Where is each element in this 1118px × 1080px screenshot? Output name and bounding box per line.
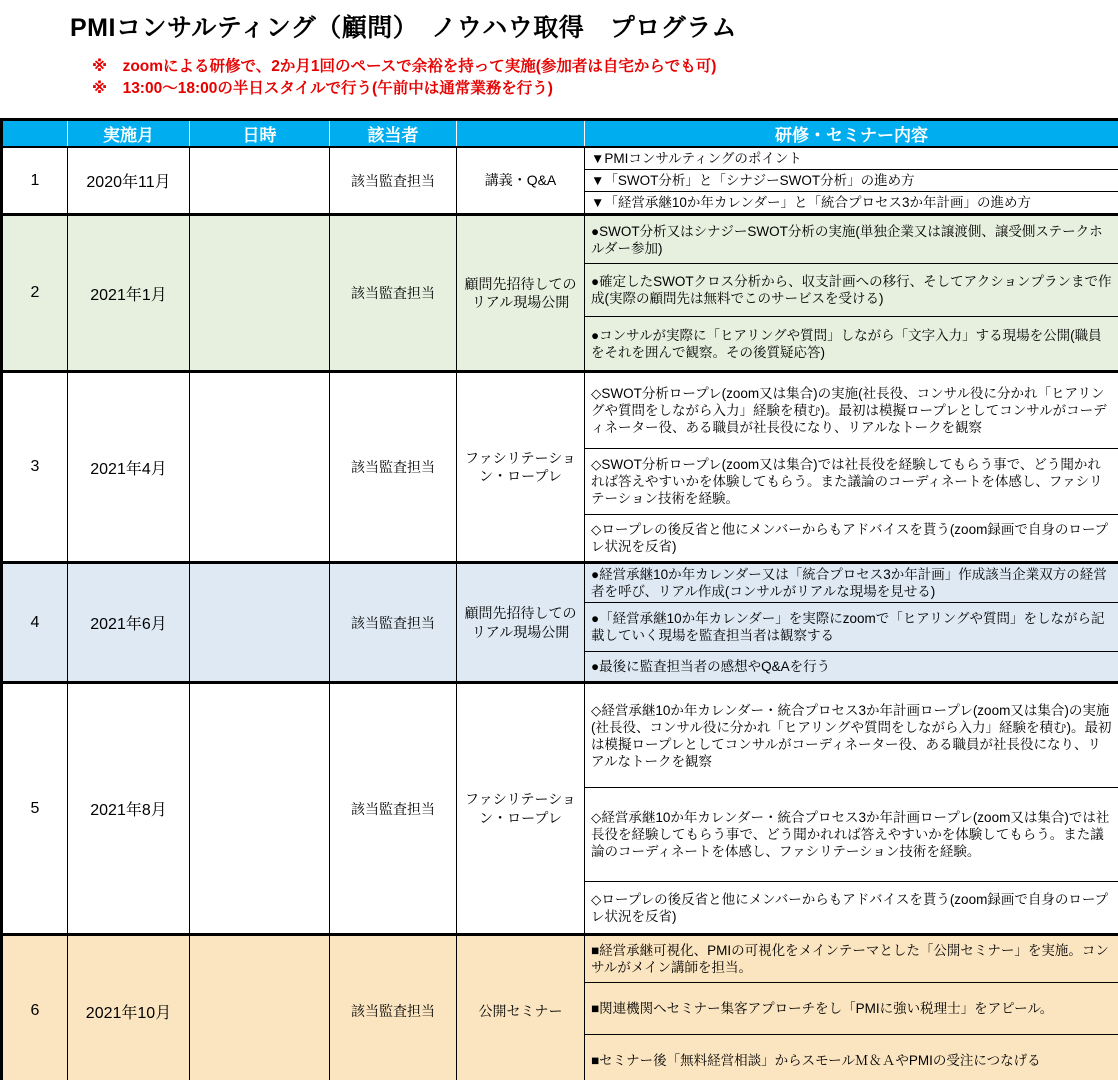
month-cell: 2021年8月: [68, 683, 190, 935]
content-cell: ●最後に監査担当者の感想やQ&Aを行う: [585, 652, 1118, 683]
column-header-person: 該当者: [330, 120, 457, 148]
person-cell: 該当監査担当: [330, 563, 457, 683]
program-table: [0, 118, 1118, 1080]
table-row-group: [2, 683, 1118, 935]
datetime-cell: [190, 372, 330, 563]
person-cell: 該当監査担当: [330, 935, 457, 1080]
content-cell: ▼「経営承継10か年カレンダー」と「統合プロセス3か年計画」の進め方: [585, 192, 1118, 215]
row-number-cell: 3: [2, 372, 68, 563]
row-number-cell: 1: [2, 147, 68, 215]
format-cell: 顧問先招待してのリアル現場公開: [457, 215, 585, 372]
datetime-cell: [190, 935, 330, 1080]
content-cell: ■セミナー後「無料経営相談」からスモールＭ＆ＡやPMIの受注につなげる: [585, 1035, 1118, 1080]
column-header-month: 実施月: [68, 120, 190, 148]
notes: [92, 56, 716, 100]
table-row-group: [2, 935, 1118, 1080]
format-cell: 顧問先招待してのリアル現場公開: [457, 563, 585, 683]
table-row-group: [2, 563, 1118, 683]
column-header-datetime: 日時: [190, 120, 330, 148]
datetime-cell: [190, 563, 330, 683]
format-cell: 公開セミナー: [457, 935, 585, 1080]
format-cell: ファシリテーション・ロープレ: [457, 683, 585, 935]
person-cell: 該当監査担当: [330, 683, 457, 935]
column-header-index: [2, 120, 68, 148]
month-cell: 2021年10月: [68, 935, 190, 1080]
person-cell: 該当監査担当: [330, 215, 457, 372]
person-cell: 該当監査担当: [330, 147, 457, 215]
row-number-cell: 2: [2, 215, 68, 372]
content-cell: ●確定したSWOTクロス分析から、収支計画への移行、そしてアクションプランまで作成(実際の顧問先は無料でこのサービスを受ける): [585, 264, 1118, 317]
row-number-cell: 4: [2, 563, 68, 683]
table-row-group: [2, 147, 1118, 215]
datetime-cell: [190, 147, 330, 215]
content-cell: ◇ロープレの後反省と他にメンバーからもアドバイスを貰う(zoom録画で自身のロープレ状況を反省): [585, 882, 1118, 935]
content-cell: ●「経営承継10か年カレンダー」を実際にzoomで「ヒアリングや質問」をしながら記載していく現場を監査担当者は観察する: [585, 603, 1118, 652]
person-cell: 該当監査担当: [330, 372, 457, 563]
row-number-cell: 5: [2, 683, 68, 935]
month-cell: 2021年6月: [68, 563, 190, 683]
content-cell: ◇ロープレの後反省と他にメンバーからもアドバイスを貰う(zoom録画で自身のロープレ状況を反省): [585, 515, 1118, 563]
month-cell: 2020年11月: [68, 147, 190, 215]
table-header: [2, 120, 1118, 148]
table-row-group: [2, 372, 1118, 563]
column-header-content: 研修・セミナー内容: [585, 120, 1118, 148]
column-header-format: [457, 120, 585, 148]
datetime-cell: [190, 215, 330, 372]
format-cell: 講義・Q&A: [457, 147, 585, 215]
content-cell: ◇経営承継10か年カレンダー・統合プロセス3か年計画ロープレ(zoom又は集合)では社長役を経験してもらう事で、どう聞かれれば答えやすいかを体験してもらう。また議論のコーディネートを体感し、ファシリテーション技術を経験。: [585, 788, 1118, 882]
datetime-cell: [190, 683, 330, 935]
note-line: ※ zoomによる研修で、2か月1回のペースで余裕を持って実施(参加者は自宅からでも可): [92, 58, 717, 75]
content-cell: ■関連機関へセミナー集客アプローチをし「PMIに強い税理士」をアピール。: [585, 983, 1118, 1035]
content-cell: ●コンサルが実際に「ヒアリングや質問」しながら「文字入力」する現場を公開(職員をそれを囲んで観察。その後質疑応答): [585, 317, 1118, 372]
page-title: PMIコンサルティング（顧問） ノウハウ取得 プログラム: [70, 14, 737, 42]
content-cell: ◇SWOT分析ロープレ(zoom又は集合)の実施(社長役、コンサル役に分かれ「ヒアリングや質問をしながら入力」経験を積む)。最初は模擬ロープレとしてコンサルがコーディネーター役、ある職員が社長役になり、リアルなトークを観察: [585, 372, 1118, 449]
content-cell: ●経営承継10か年カレンダー又は「統合プロセス3か年計画」作成該当企業双方の経営者を呼び、リアル作成(コンサルがリアルな現場を見せる): [585, 563, 1118, 603]
note-line: ※ 13:00～18:00の半日スタイルで行う(午前中は通常業務を行う): [92, 80, 553, 97]
table-row-group: [2, 215, 1118, 372]
content-cell: ▼PMIコンサルティングのポイント: [585, 147, 1118, 170]
content-cell: ■経営承継可視化、PMIの可視化をメインテーマとした「公開セミナー」を実施。コンサルがメイン講師を担当。: [585, 935, 1118, 983]
content-cell: ◇SWOT分析ロープレ(zoom又は集合)では社長役を経験してもらう事で、どう聞かれれば答えやすいかを体験してもらう。また議論のコーディネートを体感し、ファシリテーション技術を経験。: [585, 449, 1118, 515]
content-cell: ▼「SWOT分析」と「シナジーSWOT分析」の進め方: [585, 170, 1118, 192]
month-cell: 2021年1月: [68, 215, 190, 372]
row-number-cell: 6: [2, 935, 68, 1080]
month-cell: 2021年4月: [68, 372, 190, 563]
format-cell: ファシリテーション・ロープレ: [457, 372, 585, 563]
content-cell: ◇経営承継10か年カレンダー・統合プロセス3か年計画ロープレ(zoom又は集合)の実施(社長役、コンサル役に分かれ「ヒアリングや質問をしながら入力」経験を積む)。最初は模擬ロープレとしてコンサルがコーディネーター役、ある職員が社長役になり、リアルなトークを観察: [585, 683, 1118, 788]
content-cell: ●SWOT分析又はシナジーSWOT分析の実施(単独企業又は譲渡側、譲受側ステークホルダー参加): [585, 215, 1118, 264]
